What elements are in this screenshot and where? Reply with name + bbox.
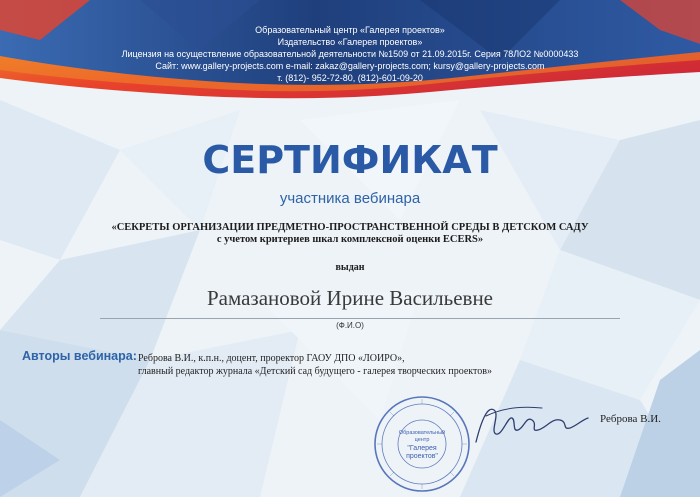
issued-label: выдан (335, 262, 365, 273)
fio-caption: (Ф.И.О) (336, 321, 364, 330)
recipient-name: Рамазановой Ирине Васильевне (206, 286, 494, 310)
publisher-name: Издательство «Галерея проектов» (277, 37, 423, 47)
webinar-topic-line1: «СЕКРЕТЫ ОРГАНИЗАЦИИ ПРЕДМЕТНО-ПРОСТРАНСТВЕННОЙ СРЕДЫ В ДЕТСКОМ САДУ (111, 222, 589, 233)
organization-name: Образовательный центр «Галерея проектов» (255, 25, 445, 35)
official-stamp (372, 394, 472, 494)
contact-phones: т. (812)- 952-72-80, (812)-601-09-20 (277, 73, 423, 83)
authors-label: Авторы вебинара: (22, 349, 137, 363)
handwritten-signature (472, 398, 592, 448)
stamp-text-1: Образовательный (398, 430, 446, 436)
contact-site-email: Сайт: www.gallery-projects.com e-mail: zakaz@gallery-projects.com; kursy@gallery-projects.com (155, 61, 545, 71)
license-info: Лицензия на осуществление образовательной деятельности №1509 от 21.09.2015г. Серия 78ЛО2 №0000433 (121, 49, 579, 59)
header-info (0, 0, 700, 100)
recipient-underline (100, 318, 620, 319)
webinar-topic (0, 222, 700, 246)
certificate-title: СЕРТИФИКАТ (202, 138, 498, 182)
authors-line2: главный редактор журнала «Детский сад будущего - галерея творческих проектов» (138, 366, 492, 377)
authors-line1: Реброва В.И., к.п.н., доцент, проректор ГАОУ ДПО «ЛОИРО», (138, 353, 405, 364)
certificate-subtitle: участника вебинара (279, 190, 421, 207)
signer-name: Реброва В.И. (600, 413, 661, 425)
authors-details (138, 352, 492, 378)
webinar-topic-line2: с учетом критериев шкал комплексной оценки ECERS» (216, 234, 484, 245)
stamp-text-2: центр (414, 437, 430, 443)
stamp-text-3: "Галерея (407, 445, 437, 452)
stamp-text-4: проектов" (406, 453, 438, 460)
